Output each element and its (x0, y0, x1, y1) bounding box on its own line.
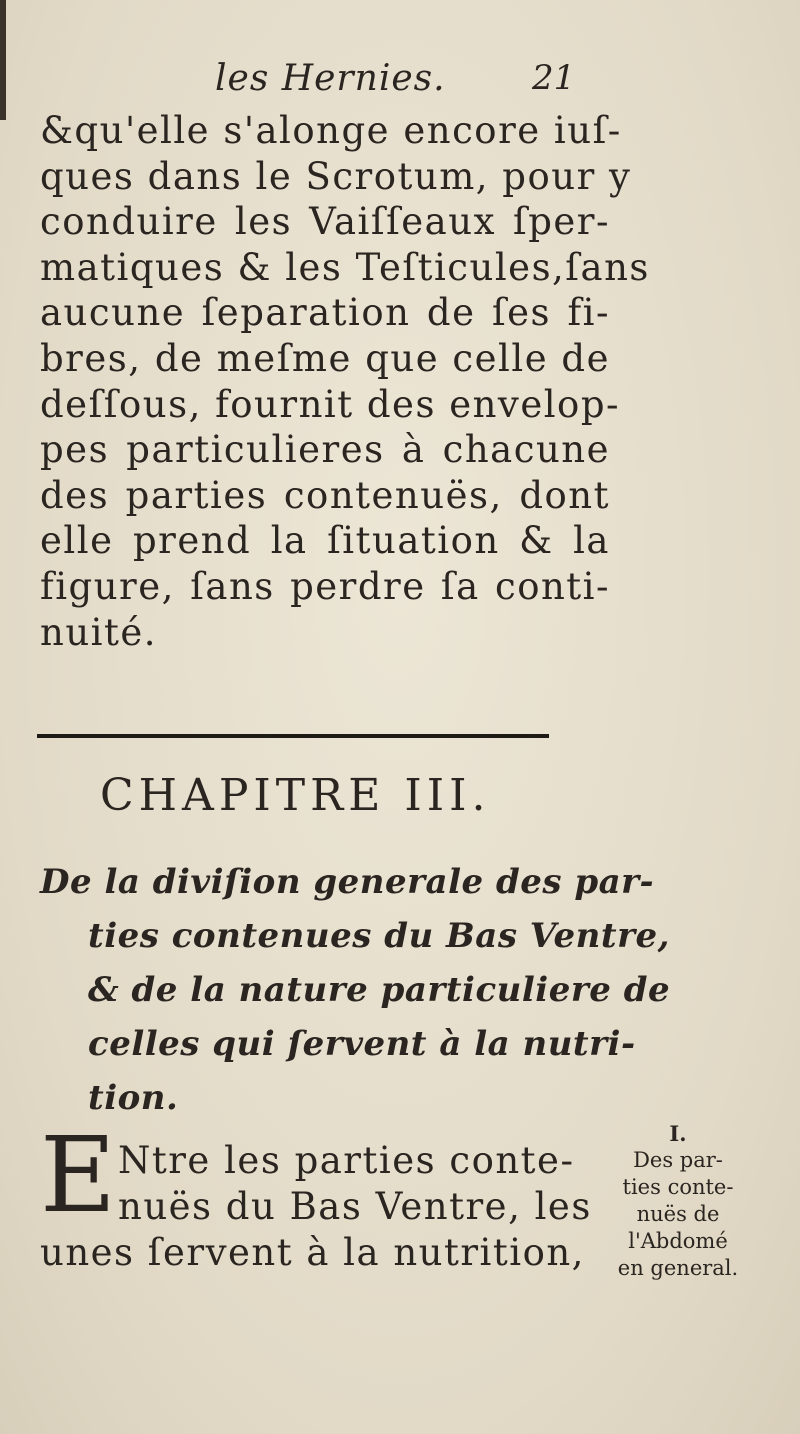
margin-note-line: en general. (617, 1256, 739, 1280)
page-number: 21 (532, 58, 576, 98)
running-head (0, 58, 800, 108)
margin-note-number: I. (669, 1121, 687, 1146)
margin-note-line: nuës de (636, 1202, 720, 1226)
body-line: ques dans le Scrotum, pour y (40, 154, 632, 198)
body-line: des parties contenuës, dont (40, 473, 610, 517)
body-line: matiques & les Teſticules,ſans (40, 245, 650, 289)
body-line: aucune ſeparation de ſes fi- (40, 291, 610, 335)
section-rule (37, 734, 549, 738)
margin-note (608, 1120, 748, 1282)
body-line: &qu'elle s'alonge encore iuſ- (40, 109, 622, 152)
body-line: conduire les Vaiſſeaux ſper- (40, 200, 610, 244)
body-line: figure, ſans perdre ſa conti- (40, 564, 610, 608)
body-text (40, 108, 650, 655)
subtitle-line: tion. (88, 1078, 179, 1118)
subtitle-line: & de la nature particuliere de (88, 970, 671, 1010)
running-head-title: les Hernies. (215, 58, 446, 99)
chapter-heading: CHAPITRE III. (100, 770, 491, 821)
subtitle-line: ties contenues du Bas Ventre, (88, 916, 670, 956)
subtitle-line: De la diviſion generale des par- (40, 862, 655, 902)
body-line: deſſous, fournit des envelop- (40, 382, 621, 426)
margin-note-line: Des par- (633, 1148, 723, 1172)
chapter-subtitle (40, 855, 671, 1125)
body-line: pes particulieres à chacune (40, 428, 610, 472)
paragraph-line: unes ſervent à la nutrition, (40, 1231, 585, 1274)
subtitle-line: celles qui ſervent à la nutri- (88, 1024, 636, 1064)
margin-note-line: l'Abdomé (628, 1229, 728, 1253)
paragraph-line: nuës du Bas Ventre, les (118, 1185, 592, 1228)
body-line: bres, de meſme que celle de (40, 336, 610, 380)
paragraph-line: Ntre les parties conte- (118, 1139, 575, 1182)
margin-note-line: ties conte- (622, 1175, 734, 1199)
body-line: nuité. (40, 610, 158, 654)
drop-cap: E (40, 1114, 116, 1236)
body-line: elle prend la ſituation & la (40, 519, 610, 563)
paragraph (40, 1138, 598, 1276)
